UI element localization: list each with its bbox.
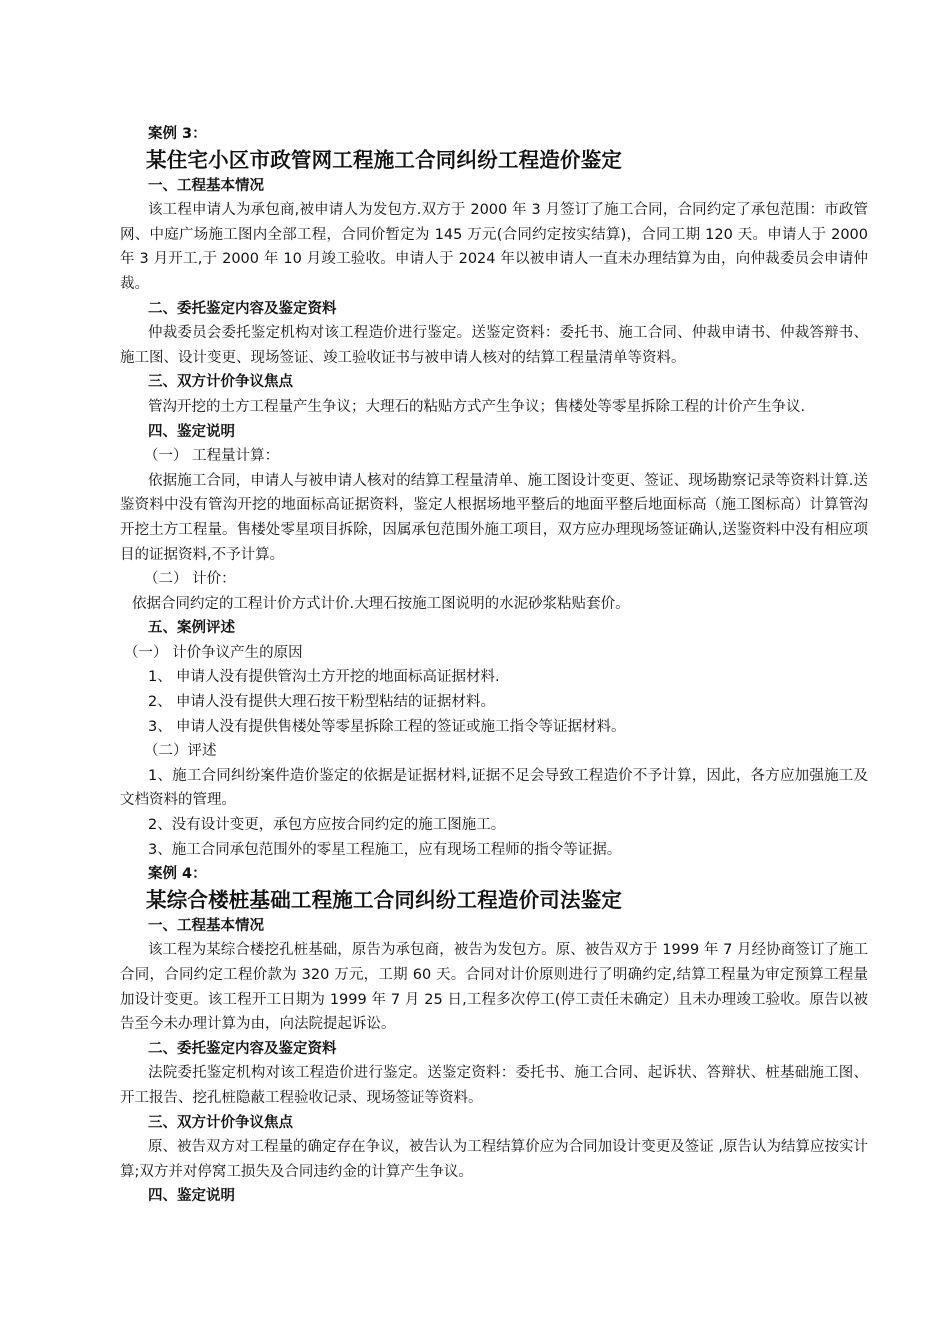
- list-item-number: 2、: [148, 694, 172, 711]
- case3-section1-heading: 一、工程基本情况: [148, 177, 264, 194]
- case4-section4-heading: 四、鉴定说明: [148, 1188, 235, 1205]
- case3-section1-text: 该工程申请人为承包商,被申请人为发包方.双方于 2000 年 3 月签订了施工合同，合同约定了承包范围：市政管网、中庭广场施工图内全部工程，合同价暂定为 145 万元(合同约定按实结算)，合同工期 120 天。申请人于 2000 年 3 月开工,于 2000 年 10 月竣工验收。申请人于 2024 年以被申请人一直未办理结算为由，向仲裁委员会申请仲裁。: [120, 202, 868, 292]
- case3-title: 某住宅小区市政管网工程施工合同纠纷工程造价鉴定: [146, 147, 623, 172]
- review-paragraph: 3、施工合同承包范围外的零星工程施工，应有现场工程师的指令等证据。: [148, 841, 622, 858]
- case4-label: 案例 4：: [148, 866, 207, 883]
- list-item-text: 申请人没有提供管沟土方开挖的地面标高证据材料.: [176, 669, 500, 686]
- list-item-text: 申请人没有提供售楼处等零星拆除工程的签证或施工指令等证据材料。: [176, 718, 626, 735]
- list-item-text: 申请人没有提供大理石按干粉型粘结的证据材料。: [176, 694, 495, 711]
- case3-section4-sub2-text: 依据合同约定的工程计价方式计价.大理石按施工图说明的水泥砂浆粘贴套价。: [132, 595, 630, 612]
- list-item: [120, 690, 868, 715]
- list-item: [120, 715, 868, 740]
- document-body: [120, 122, 868, 1209]
- case4-section2-heading: 二、委托鉴定内容及鉴定资料: [148, 1040, 337, 1057]
- case4-section3-text: 原、被告双方对工程量的确定存在争议，被告认为工程结算价应为合同加设计变更及签证 ,原告认为结算应按实计算;双方并对停窝工损失及合同违约金的计算产生争议。: [120, 1139, 868, 1180]
- case3-label: 案例 3：: [148, 126, 207, 142]
- case3-section4-heading: 四、鉴定说明: [148, 423, 235, 440]
- case3-section5-sub1: （一） 计价争议产生的原因: [124, 644, 303, 661]
- case3-section2-text: 仲裁委员会委托鉴定机构对该工程造价进行鉴定。送鉴定资料：委托书、施工合同、仲裁申请书、仲裁答辩书、施工图、设计变更、现场签证、竣工验收证书与被申请人核对的结算工程量清单等资料。: [120, 325, 868, 366]
- case3-section5-heading: 五、案例评述: [148, 620, 235, 637]
- list-item-number: 1、: [148, 669, 172, 686]
- review-paragraph: 1、施工合同纠纷案件造价鉴定的依据是证据材料,证据不足会导致工程造价不予计算，因此，各方应加强施工及文档资料的管理。: [120, 767, 868, 809]
- case3-section4-sub1: （一） 工程量计算：: [144, 448, 280, 465]
- list-item: [120, 665, 868, 690]
- list-item-number: 3、: [148, 718, 172, 735]
- case4-title: 某综合楼桩基础工程施工合同纠纷工程造价司法鉴定: [146, 887, 623, 912]
- case4-section2-text: 法院委托鉴定机构对该工程造价进行鉴定。送鉴定资料：委托书、施工合同、起诉状、答辩状、桩基础施工图、开工报告、挖孔桩隐蔽工程验收记录、现场签证等资料。: [120, 1065, 868, 1106]
- case4-section1-text: 该工程为某综合楼挖孔桩基础，原告为承包商，被告为发包方。原、被告双方于 1999 年 7 月经协商签订了施工合同，合同约定工程价款为 320 万元，工期 60 天。合同对计价原则进行了明确约定,结算工程量为审定预算工程量加设计变更。该工程开工日期为 1999 年 7 月 25 日,工程多次停工(停工责任未确定）且未办理竣工验收。原告以被告至今未办理计算为由，向法院提起诉讼。: [120, 942, 868, 1033]
- review-paragraph: 2、没有设计变更，承包方应按合同约定的施工图施工。: [148, 817, 506, 834]
- case4-section1-heading: 一、工程基本情况: [148, 917, 264, 934]
- case3-section4-sub2: （二） 计价：: [144, 571, 236, 588]
- case3-section2-heading: 二、委托鉴定内容及鉴定资料: [148, 300, 337, 317]
- case3-section4-sub1-text: 依据施工合同，申请人与被申请人核对的结算工程量清单、施工图设计变更、签证、现场勘察记录等资料计算.送鉴资料中没有管沟开挖的地面标高证据资料，鉴定人根据场地平整后的地面平整后地面标高（施工图标高）计算管沟开挖土方工程量。售楼处零星项目拆除，因属承包范围外施工项目，双方应办理现场签证确认,送鉴资料中没有相应项目的证据资料,不予计算。: [120, 472, 868, 563]
- case3-section3-heading: 三、双方计价争议焦点: [148, 374, 293, 391]
- case3-section5-sub2: （二）评述: [144, 743, 217, 760]
- case3-section3-text: 管沟开挖的土方工程量产生争议；大理石的粘贴方式产生争议；售楼处等零星拆除工程的计价产生争议.: [148, 398, 806, 415]
- case4-section3-heading: 三、双方计价争议焦点: [148, 1114, 293, 1131]
